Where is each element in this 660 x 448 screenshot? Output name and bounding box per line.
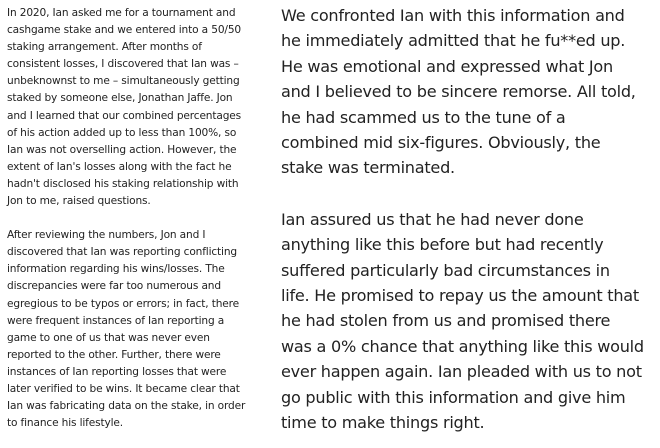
text-line: egregious to be typos or errors; in fact, there [7,297,240,310]
text-line: Ian was fabricating data on the stake, in order [7,400,246,413]
left-text-column [7,5,269,432]
text-line: After reviewing the numbers, Jon and I [7,229,206,242]
text-line: information regarding his wins/losses. The [7,263,225,276]
text-line: he had stolen from us and promised there [281,311,611,331]
right-text-column [281,3,659,436]
text-line: were frequent instances of Ian reporting a [7,314,225,327]
text-line: life. He promised to repay us the amount that [281,286,639,306]
text-line: anything like this before but had recently [281,235,604,255]
text-line: In 2020, Ian asked me for a tournament and [7,7,236,19]
text-line: staked by someone else, Jonathan Jaffe. Jon [7,92,233,105]
right-paragraph-1 [281,3,659,181]
text-line: to finance his lifestyle. [7,417,124,430]
text-line: Ian was not overselling action. However, the [7,143,237,156]
text-line: We confronted Ian with this information and [281,6,625,25]
text-line: game to one of us that was never even [7,331,210,344]
text-line: Jon to me, raised questions. [7,195,151,208]
text-line: go public with this information and give him [281,387,626,407]
text-line: and I learned that our combined percentages [7,109,242,122]
text-line: Ian assured us that he had never done [281,209,584,229]
left-paragraph-2 [7,227,269,432]
text-line: he had scammed us to the tune of a [281,107,566,127]
text-line: instances of Ian reporting losses that were [7,365,227,378]
text-line: and I believed to be sincere remorse. All told, [281,82,636,102]
text-line: suffered particularly bad circumstances in [281,260,610,280]
text-line: combined mid six-figures. Obviously, the [281,133,601,153]
text-line: unbeknownst to me – simultaneously getting [7,75,240,88]
text-line: hadn't disclosed his staking relationship with [7,177,239,190]
left-paragraph-1 [7,5,269,210]
text-line: consistent losses, I discovered that Ian was – [7,58,239,71]
text-line: time to make things right. [281,413,485,433]
text-line: discrepancies were far too numerous and [7,280,221,293]
text-line: staking arrangement. After months of [7,41,202,54]
text-line: was a 0% chance that anything like this would [281,336,644,356]
text-line: stake was terminated. [281,158,455,178]
text-line: reported to the other. Further, there were [7,348,221,361]
text-line: discovered that Ian was reporting conflicting [7,246,237,259]
text-line: he immediately admitted that he fu**ed up. [281,31,626,51]
text-line: cashgame stake and we entered into a 50/50 [7,24,242,37]
text-line: ever happen again. Ian pleaded with us to not [281,362,642,382]
text-line: of his action added up to less than 100%, so [7,126,237,139]
text-line: He was emotional and expressed what Jon [281,56,613,76]
text-line: extent of Ian's losses along with the fact he [7,160,232,173]
right-paragraph-2 [281,207,659,436]
text-line: later verified to be wins. It became clear that [7,382,240,395]
